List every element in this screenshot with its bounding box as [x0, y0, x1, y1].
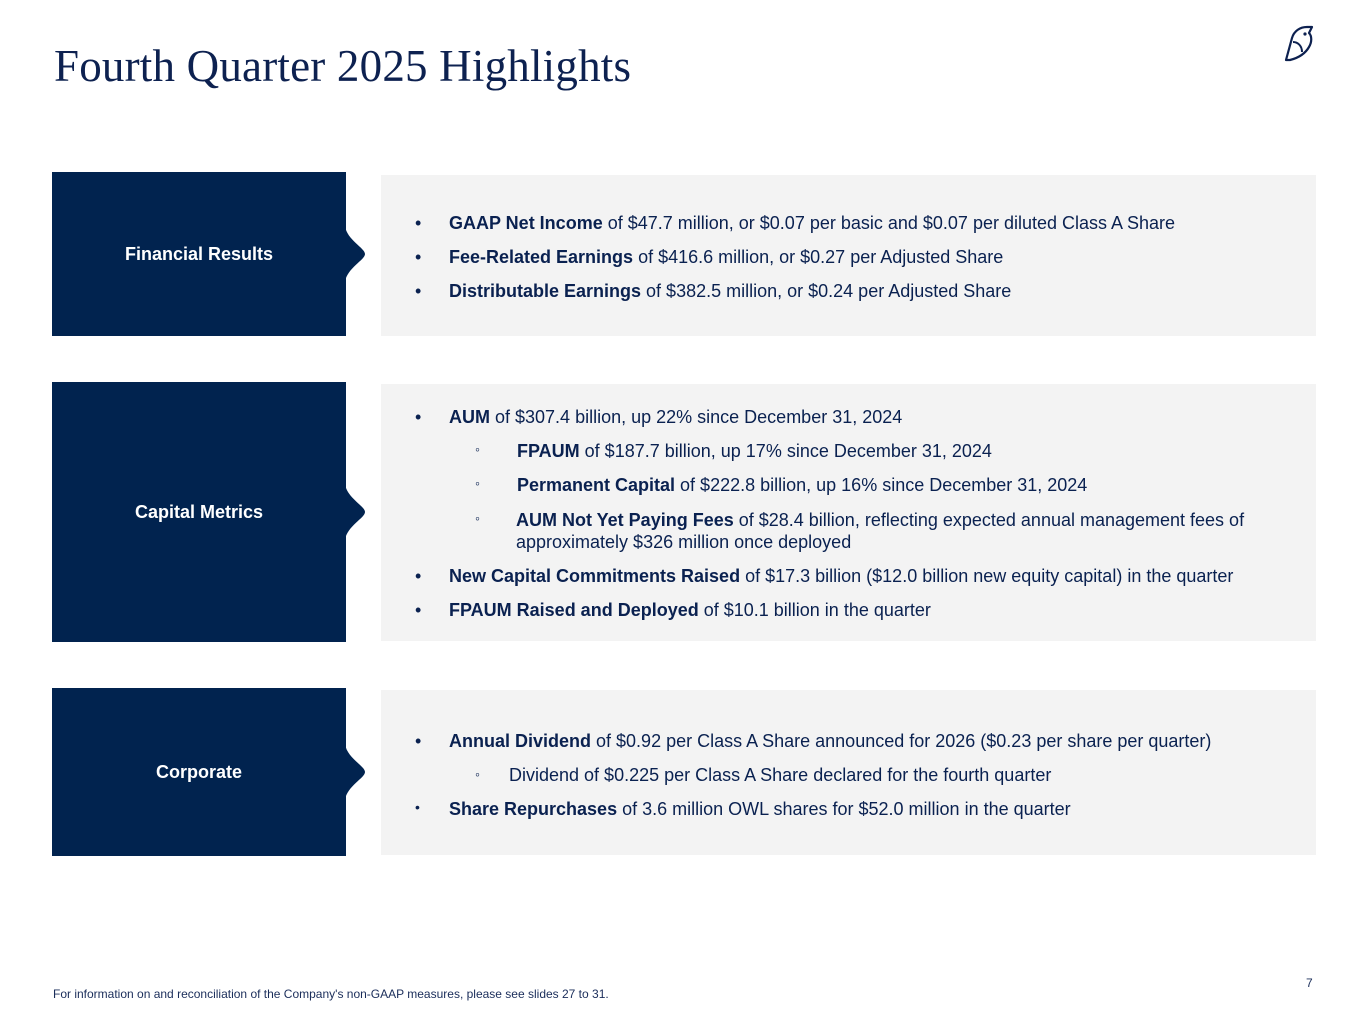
- list-item: GAAP Net Income of $47.7 million, or $0.07 per basic and $0.07 per diluted Class A Share: [449, 213, 1176, 233]
- bullet-icon: •: [415, 281, 422, 301]
- sub-bullet-icon: ◦: [475, 441, 480, 457]
- financial-results-label: Financial Results: [124, 243, 274, 264]
- capital-metrics-content: [381, 384, 1316, 641]
- sub-bullet-icon: ◦: [475, 475, 480, 491]
- bullet-icon: •: [415, 600, 422, 620]
- financial-results-label-box: [52, 172, 346, 336]
- corporate-label-box: [52, 688, 346, 856]
- financial-results-content: [381, 175, 1316, 336]
- list-item: Dividend of $0.225 per Class A Share declared for the fourth quarter: [509, 765, 1052, 785]
- list-item: Fee-Related Earnings of $416.6 million, or $0.27 per Adjusted Share: [449, 247, 1004, 267]
- bullet-icon: •: [415, 566, 422, 586]
- chevron-right-icon: [345, 226, 365, 282]
- list-item: AUM Not Yet Paying Fees of $28.4 billion, reflecting expected annual management fees of: [516, 510, 1245, 530]
- chevron-right-icon: [345, 744, 365, 800]
- list-item: FPAUM of $187.7 billion, up 17% since December 31, 2024: [517, 441, 992, 461]
- bullet-icon: •: [415, 731, 422, 751]
- bullet-icon: •: [415, 407, 422, 427]
- bullet-icon: •: [415, 799, 420, 815]
- capital-metrics-label: Capital Metrics: [134, 501, 264, 522]
- list-item: Share Repurchases of 3.6 million OWL shares for $52.0 million in the quarter: [449, 799, 1071, 819]
- list-item: AUM of $307.4 billion, up 22% since December 31, 2024: [449, 407, 903, 427]
- list-item: Annual Dividend of $0.92 per Class A Share announced for 2026 ($0.23 per share per quarter): [449, 731, 1212, 751]
- capital-metrics-label-box: [52, 382, 346, 642]
- list-item: Distributable Earnings of $382.5 million, or $0.24 per Adjusted Share: [449, 281, 1012, 301]
- owl-logo-icon: [1276, 22, 1318, 64]
- footnote: For information on and reconciliation of the Company's non-GAAP measures, please see slides 27 to 31.: [53, 987, 609, 1001]
- corporate-label: Corporate: [155, 761, 242, 782]
- sub-bullet-icon: ◦: [475, 510, 480, 526]
- list-item: Permanent Capital of $222.8 billion, up 16% since December 31, 2024: [517, 475, 1088, 495]
- corporate-content: [381, 690, 1316, 855]
- page-number: 7: [1306, 976, 1313, 990]
- page-title: Fourth Quarter 2025 Highlights: [54, 41, 632, 91]
- sub-bullet-icon: ◦: [475, 766, 480, 782]
- bullet-icon: •: [415, 247, 422, 267]
- bullet-icon: •: [415, 213, 422, 233]
- list-item: New Capital Commitments Raised of $17.3 billion ($12.0 billion new equity capital) in the quarter: [449, 566, 1234, 586]
- list-item-continuation: approximately $326 million once deployed: [516, 532, 852, 552]
- list-item: FPAUM Raised and Deployed of $10.1 billion in the quarter: [449, 600, 931, 620]
- chevron-right-icon: [345, 484, 365, 540]
